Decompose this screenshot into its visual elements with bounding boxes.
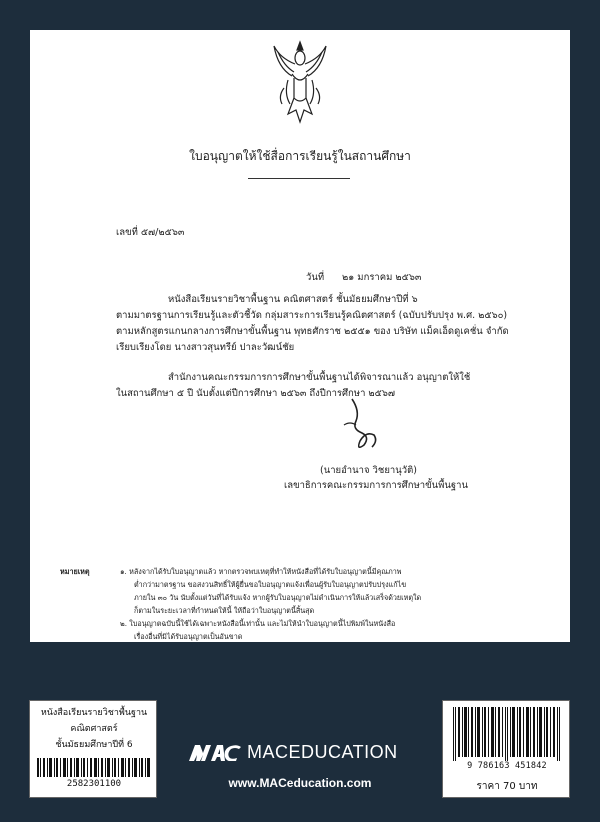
signer-title: เลขาธิการคณะกรรมการการศึกษาขั้นพื้นฐาน <box>284 480 468 491</box>
book-grade: ชั้นมัธยมศึกษาปีที่ 6 <box>55 740 133 750</box>
price-tag: ราคา 70 บาท <box>476 781 538 792</box>
signature <box>334 395 384 455</box>
remark-line: เรื่องอื่นที่มิได้รับอนุญาตเป็นอันขาด <box>134 632 243 641</box>
body-line: สำนักงานคณะกรรมการการศึกษาขั้นพื้นฐานได้พิจารณาแล้ว อนุญาตให้ใช้ <box>168 372 471 383</box>
signer-name: (นายอำนาจ วิชยานุวัติ) <box>320 465 417 476</box>
isbn-barcode-icon <box>453 707 561 761</box>
book-subject: คณิตศาสตร์ <box>70 724 118 734</box>
body-line: ตามหลักสูตรแกนกลางการศึกษาขั้นพื้นฐาน พุทธศักราช ๒๕๕๑ ของ บริษัท แม็คเอ็ดดูเคชั่น จำกัด <box>116 326 509 337</box>
remark-line: ๑. หลังจากได้รับใบอนุญาตแล้ว หากตรวจพบเหตุที่ทำให้หนังสือที่ได้รับใบอนุญาตนี้มีคุณภาพ <box>120 567 402 576</box>
publisher-url[interactable]: www.MACeducation.com <box>228 776 372 790</box>
license-number: เลขที่ ๕๗/๒๕๖๓ <box>116 227 185 238</box>
product-barcode-icon <box>37 758 150 777</box>
remark-line: ก็ตามในระยะเวลาที่กำหนดให้นี้ ให้ถือว่าใบอนุญาตนี้สิ้นสุด <box>134 606 315 615</box>
remark-line: ภายใน ๓๐ วัน นับตั้งแต่วันที่ได้รับแจ้ง หากผู้รับใบอนุญาตไม่ดำเนินการให้แล้วเสร็จด้วยเหตุใด <box>134 593 422 602</box>
body-line: ในสถานศึกษา ๕ ปี นับตั้งแต่ปีการศึกษา ๒๕๖๓ ถึงปีการศึกษา ๒๕๖๗ <box>116 388 396 399</box>
garuda-emblem-icon <box>270 38 330 126</box>
product-code: 2582301100 <box>66 779 122 789</box>
date-value: ๒๑ มกราคม ๒๕๖๓ <box>342 272 422 283</box>
book-series: หนังสือเรียนรายวิชาพื้นฐาน <box>40 708 148 718</box>
body-line: หนังสือเรียนรายวิชาพื้นฐาน คณิตศาสตร์ ชั้นมัธยมศึกษาปีที่ ๖ <box>168 294 418 305</box>
remark-line: ต่ำกว่ามาตรฐาน ขอสงวนสิทธิ์ให้ผู้ยื่นขอใบอนุญาตแจ้งเพื่อนผู้รับใบอนุญาตปรับปรุงแก้ไข <box>134 580 407 589</box>
body-line: ตามมาตรฐานการเรียนรู้และตัวชี้วัด กลุ่มสาระการเรียนรู้คณิตศาสตร์ (ฉบับปรับปรุง พ.ศ. ๒๕๖๐) <box>116 310 508 321</box>
body-line: เรียบเรียงโดย นางสาวสุนทรีย์ ปาละวัฒน์ชัย <box>116 342 295 353</box>
title-divider <box>248 178 350 179</box>
mac-logo-icon <box>189 745 241 761</box>
remark-line: ๒. ใบอนุญาตฉบับนี้ใช้ได้เฉพาะหนังสือนี้เท่านั้น และไม่ให้นำใบอนุญาตนี้ไปพิมพ์ในหนังสือ <box>120 619 396 628</box>
remarks-label: หมายเหตุ <box>60 567 90 576</box>
date-label: วันที่ <box>306 272 325 283</box>
publisher-name: MACEDUCATION <box>247 742 398 762</box>
publisher-brand <box>189 742 411 764</box>
document-title: ใบอนุญาตให้ใช้สื่อการเรียนรู้ในสถานศึกษา <box>189 149 411 163</box>
isbn-number: 9 786163 451842 <box>467 761 547 771</box>
license-document <box>30 30 570 642</box>
